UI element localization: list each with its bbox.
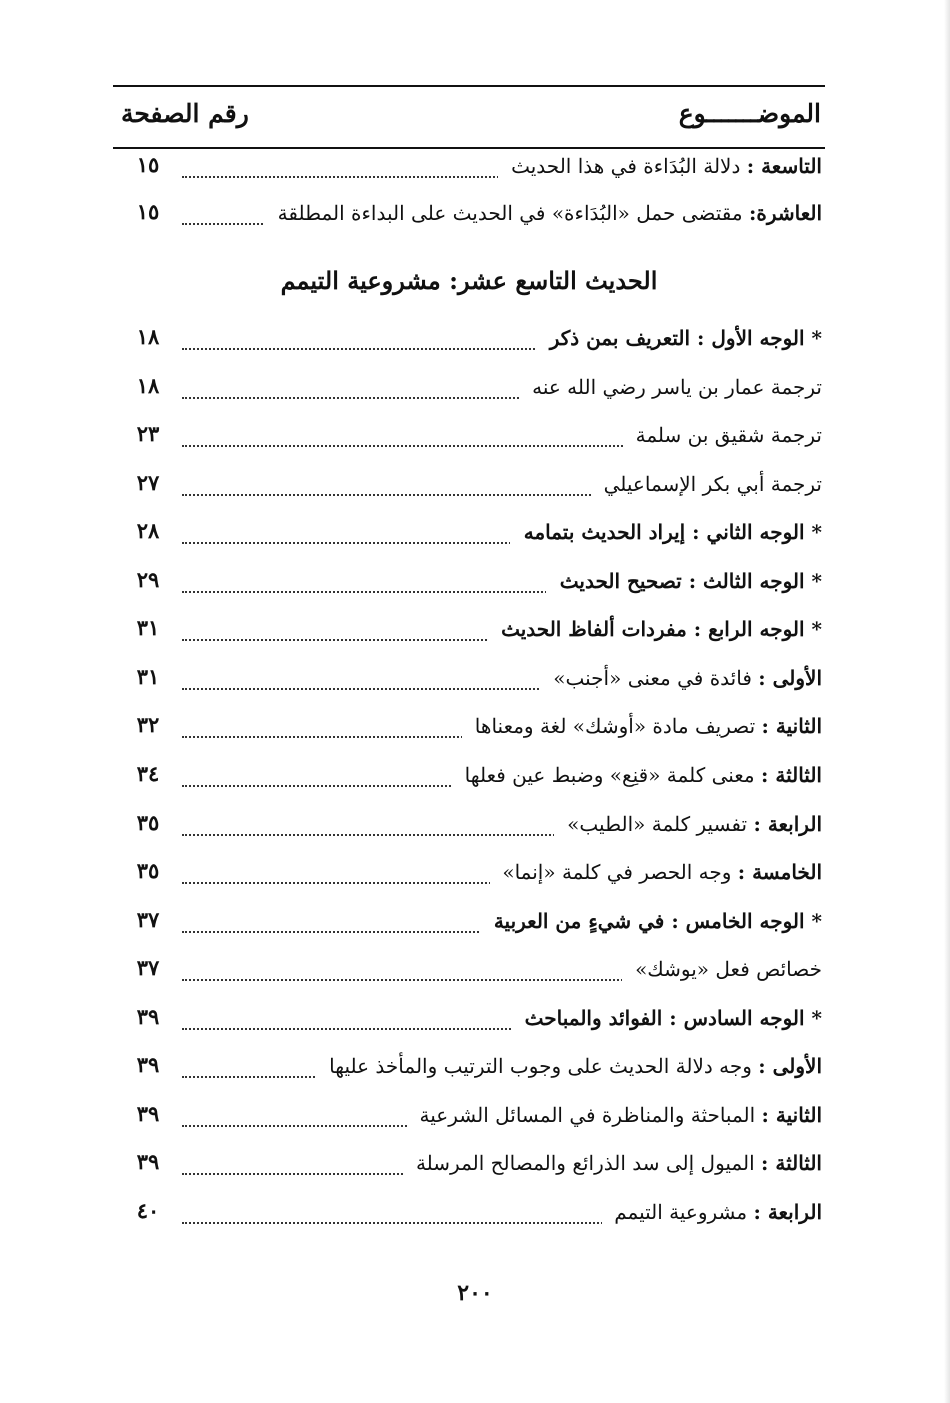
toc-entry-title: * الوجه السادس : الفوائد والمباحث <box>524 1006 822 1030</box>
toc-entry-page-number: ١٥ <box>136 199 160 224</box>
toc-entry-title: تصريف مادة «أوشك» لغة ومعناها <box>474 714 756 738</box>
header-topic-label: الموضـــــــوع <box>678 99 821 128</box>
toc-entry <box>126 1004 822 1040</box>
toc-entry-text <box>602 1200 823 1224</box>
toc-entry-page-number: ١٨ <box>136 373 160 398</box>
toc-entry-page-number: ٢٧ <box>136 470 160 495</box>
toc-entry-title: فائدة في معنى «أجنب» <box>553 666 752 690</box>
toc-entry-title: * الوجه الرابع : مفردات ألفاظ الحديث <box>501 617 822 641</box>
toc-header <box>113 85 825 149</box>
toc-entry-text <box>480 909 822 933</box>
toc-entry-lead: الثالثة : <box>761 763 822 787</box>
toc-entry-page-number: ٣١ <box>136 664 160 689</box>
toc-entry-lead: الأولى : <box>758 666 822 690</box>
toc-entry-text <box>554 812 822 836</box>
toc-entry-page-number: ٢٣ <box>136 421 160 446</box>
toc-entry-title: * الوجه الثالث : تصحيح الحديث <box>559 569 822 593</box>
toc-entry-lead: الثانية : <box>761 714 822 738</box>
toc-entry-title: وجه الحصر في كلمة «إنما» <box>502 860 732 884</box>
toc-entry-lead: الثالثة : <box>761 1151 822 1175</box>
toc-entry-page-number: ١٨ <box>136 324 160 349</box>
toc-entry-text <box>316 1054 822 1078</box>
toc-entry <box>126 1101 822 1137</box>
toc-entry-page-number: ٣٥ <box>136 858 160 883</box>
toc-entry <box>126 567 822 603</box>
toc-entry-page-number: ٣٩ <box>136 1052 160 1077</box>
toc-entry-text <box>403 1151 822 1175</box>
toc-entry-lead: الأولى : <box>758 1054 822 1078</box>
toc-entry-title: معنى كلمة «قنِع» وضبط عين فعلها <box>464 763 755 787</box>
toc-entry <box>126 199 822 235</box>
section-title: الحديث التاسع عشر: مشروعية التيمم <box>280 266 658 295</box>
toc-entry-page-number: ٣٥ <box>136 810 160 835</box>
toc-entry <box>126 1052 822 1088</box>
toc-entry-page-number: ٣٩ <box>136 1004 160 1029</box>
toc-entry <box>126 324 822 360</box>
toc-entry <box>126 955 822 991</box>
toc-entry-title: * الوجه الخامس : في شيءٍ من العربية <box>493 909 822 933</box>
toc-entry-title: مقتضى حمل «البُدَاءة» في الحديث على البداءة المطلقة <box>277 201 743 225</box>
toc-entry-text <box>487 617 822 641</box>
toc-entry-title: تفسير كلمة «الطيب» <box>567 812 748 836</box>
toc-entry-page-number: ٤٠ <box>136 1198 160 1223</box>
toc-entry-lead: العاشرة: <box>748 201 822 225</box>
toc-entry-page-number: ٣٩ <box>136 1149 160 1174</box>
toc-entry-title: ترجمة عمار بن ياسر رضي الله عنه <box>532 375 822 399</box>
toc-entry-title: * الوجه الأول : التعريف بمن ذكر <box>549 326 822 350</box>
toc-entry-text <box>510 520 822 544</box>
toc-entry-text <box>536 326 822 350</box>
toc-entry-title: * الوجه الثاني : إيراد الحديث بتمامه <box>523 520 822 544</box>
toc-entry-page-number: ٢٩ <box>136 567 160 592</box>
toc-entry-title: الميول إلى سد الذرائع والمصالح المرسلة <box>415 1151 755 1175</box>
toc-entry-text <box>265 201 822 225</box>
toc-entry <box>126 712 822 748</box>
header-page-label: رقم الصفحة <box>121 99 249 128</box>
toc-entry-page-number: ٣٤ <box>136 761 160 786</box>
toc-entry-title: وجه دلالة الحديث على وجوب الترتيب والمأخذ عليها <box>329 1054 752 1078</box>
toc-entry-text <box>407 1103 822 1127</box>
toc-entry <box>126 761 822 797</box>
toc-entry <box>126 615 822 651</box>
toc-entry <box>126 664 822 700</box>
toc-entry-text <box>498 154 822 178</box>
toc-entry-lead: الرابعة : <box>753 812 822 836</box>
toc-entry-lead: الخامسة : <box>737 860 822 884</box>
toc-entry <box>126 1149 822 1185</box>
toc-entry-lead: التاسعة : <box>746 154 822 178</box>
toc-entry <box>126 858 822 894</box>
toc-entry-page-number: ٣٢ <box>136 712 160 737</box>
toc-entry-text <box>490 860 822 884</box>
toc-entry-page-number: ٣٩ <box>136 1101 160 1126</box>
toc-entry-text <box>546 569 822 593</box>
toc-entry-page-number: ٣٧ <box>136 907 160 932</box>
toc-entry <box>126 152 822 188</box>
toc-entry <box>126 421 822 457</box>
toc-entry-text <box>511 1006 822 1030</box>
toc-entry <box>126 1198 822 1234</box>
toc-entry <box>126 810 822 846</box>
toc-entry-text <box>623 423 822 447</box>
toc-entry-title: دلالة البُدَاءة في هذا الحديث <box>511 154 741 178</box>
toc-entry-text <box>591 472 822 496</box>
toc-entry <box>126 470 822 506</box>
toc-entry-title: خصائص فعل «يوشك» <box>635 957 822 981</box>
toc-entry-lead: الثانية : <box>761 1103 822 1127</box>
toc-entry-page-number: ١٥ <box>136 152 160 177</box>
toc-entry-text <box>519 375 822 399</box>
toc-entry-lead: الرابعة : <box>753 1200 822 1224</box>
toc-entry <box>126 518 822 554</box>
toc-entry-title: المباحثة والمناظرة في المسائل الشرعية <box>419 1103 756 1127</box>
toc-entry-text <box>622 957 822 981</box>
toc-entry-text <box>452 763 822 787</box>
toc-entry-title: مشروعية التيمم <box>614 1200 748 1224</box>
toc-entry-text <box>541 666 822 690</box>
toc-entry-page-number: ٣١ <box>136 615 160 640</box>
page-edge-shadow <box>944 0 950 1403</box>
toc-entry-title: ترجمة شقيق بن سلمة <box>635 423 822 447</box>
toc-entry <box>126 907 822 943</box>
toc-entry-page-number: ٣٧ <box>136 955 160 980</box>
footer-page-number: ٢٠٠ <box>457 1280 493 1306</box>
toc-entry-title: ترجمة أبي بكر الإسماعيلي <box>603 472 822 496</box>
toc-entry <box>126 373 822 409</box>
toc-entry-text <box>462 714 822 738</box>
toc-entry-page-number: ٢٨ <box>136 518 160 543</box>
